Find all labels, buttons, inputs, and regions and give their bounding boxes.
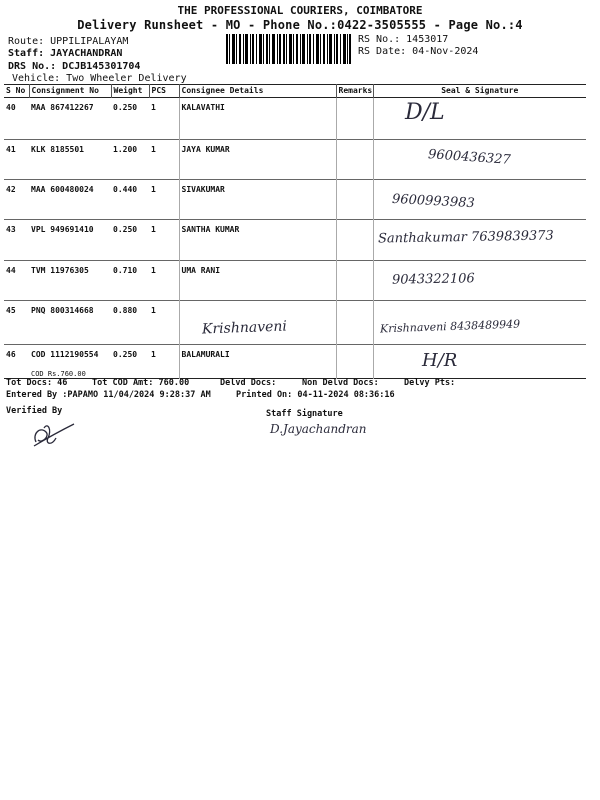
col-header-weight: Weight: [111, 85, 149, 98]
handwritten-signature-row-46: H/R: [422, 350, 458, 371]
verified-by-label: Verified By: [6, 406, 63, 416]
cell-consignment: MAA 600480024: [31, 185, 94, 194]
handwritten-signature-row-44: 9043322106: [391, 271, 475, 288]
cod-amount: COD Rs.760.00: [31, 370, 86, 378]
cell-consignee: UMA RANI: [179, 261, 336, 301]
table-header-row: [4, 85, 586, 98]
staff-signature-label: Staff Signature: [266, 409, 343, 419]
rs-date: RS Date: 04-Nov-2024: [358, 46, 479, 57]
cell-weight: 1.200: [113, 145, 138, 154]
col-header-consignment: Consignment No: [29, 85, 111, 98]
cell-consignment: MAA 867412267: [31, 103, 94, 112]
cell-weight: 0.250: [113, 350, 138, 359]
cell-pcs: 1: [151, 225, 156, 234]
cell-remarks: [336, 180, 373, 220]
cell-sno: 40: [6, 103, 16, 112]
cell-sno: 44: [6, 266, 16, 275]
cell-remarks: [336, 261, 373, 301]
cell-consignment: [29, 345, 111, 379]
cell-sno: 42: [6, 185, 16, 194]
cell-pcs: 1: [151, 185, 156, 194]
cell-weight: 0.440: [113, 185, 138, 194]
col-header-remarks: Remarks: [336, 85, 373, 98]
table-row: [4, 180, 586, 220]
cell-weight: 0.250: [113, 225, 138, 234]
staff-label: Staff: JAYACHANDRAN: [8, 48, 123, 59]
rs-number: RS No.: 1453017: [358, 34, 449, 45]
cell-weight: 0.880: [113, 306, 138, 315]
col-header-pcs: PCS: [149, 85, 179, 98]
cell-pcs: 1: [151, 266, 156, 275]
delivery-points: Delvy Pts:: [404, 378, 456, 388]
total-cod-amount: Tot COD Amt: 760.00: [92, 378, 190, 388]
col-header-sno: S No: [4, 85, 29, 98]
total-docs: Tot Docs: 46: [6, 378, 68, 388]
col-header-consignee: Consignee Details: [179, 85, 336, 98]
cell-remarks: [336, 220, 373, 261]
cell-sno: 43: [6, 225, 16, 234]
printed-on: Printed On: 04-11-2024 08:36:16: [236, 390, 395, 400]
cell-consignment: VPL 949691410: [31, 225, 94, 234]
handwritten-signature-row-43: Santhakumar 7639839373: [377, 228, 554, 247]
runsheet-title: Delivery Runsheet - MO - Phone No.:0422-3505555 - Page No.:4: [77, 18, 523, 32]
handwritten-signature-row-42: 9600993983: [391, 191, 476, 212]
cell-pcs: 1: [151, 145, 156, 154]
cell-weight: 0.250: [113, 103, 138, 112]
handwritten-signature-row-40: D/L: [405, 100, 445, 125]
non-delivered-docs: Non Delvd Docs:: [302, 378, 379, 388]
vehicle-label: Vehicle: Two Wheeler Delivery: [12, 73, 187, 84]
cell-sno: 45: [6, 306, 16, 315]
route-label: Route: UPPILIPALAYAM: [8, 36, 129, 47]
handwritten-signature-row-45: Krishnaveni 8438489949: [379, 317, 521, 336]
table-row: [4, 98, 586, 140]
barcode: [226, 34, 351, 64]
cell-remarks: [336, 301, 373, 345]
verifier-signature: [30, 420, 76, 450]
cell-consignment: PNQ 800314668: [31, 306, 94, 315]
cell-consignee: SANTHA KUMAR: [179, 220, 336, 261]
table-row: [4, 345, 586, 379]
cell-consignment: TVM 11976305: [31, 266, 89, 275]
cell-consignment: KLK 8185501: [31, 145, 84, 154]
company-name: THE PROFESSIONAL COURIERS, COIMBATORE: [177, 4, 423, 17]
handwritten-consignee-row-45: Krishnaveni: [201, 318, 288, 338]
cell-sno: 46: [6, 350, 16, 359]
cell-consignee: SIVAKUMAR: [179, 180, 336, 220]
cell-consignee: JAYA KUMAR: [179, 140, 336, 180]
cell-remarks: [336, 98, 373, 140]
cell-remarks: [336, 140, 373, 180]
cell-pcs: 1: [151, 306, 156, 315]
entered-by: Entered By :PAPAMO 11/04/2024 9:28:37 AM: [6, 390, 211, 400]
cell-signature: [373, 345, 586, 379]
cell-pcs: 1: [151, 103, 156, 112]
cell-pcs: 1: [151, 350, 156, 359]
cell-weight: 0.710: [113, 266, 138, 275]
cell-remarks: [336, 345, 373, 379]
table-row: [4, 261, 586, 301]
drs-number: DRS No.: DCJB145301704: [8, 61, 141, 72]
cell-consignment-text: COD 1112190554: [31, 350, 99, 359]
handwritten-signature-row-41: 9600436327: [427, 147, 512, 168]
cell-sno: 41: [6, 145, 16, 154]
cell-consignee: KALAVATHI: [179, 98, 336, 140]
col-header-seal-signature: Seal & Signature: [441, 86, 519, 95]
cell-consignee: BALAMURALI: [179, 345, 336, 379]
staff-handwritten-signature: D.Jayachandran: [270, 422, 367, 436]
delivered-docs: Delvd Docs:: [220, 378, 277, 388]
